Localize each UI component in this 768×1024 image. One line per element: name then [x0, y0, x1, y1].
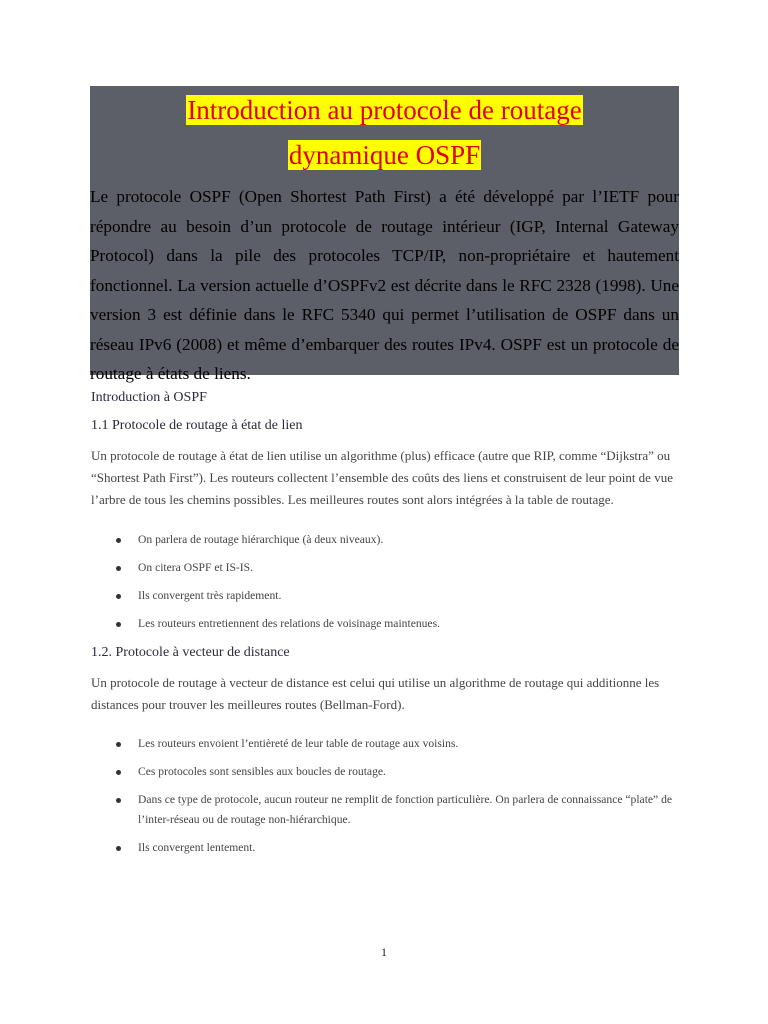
- heading-1-1: 1.1 Protocole de routage à état de lien: [91, 418, 303, 433]
- paragraph-1-2: Un protocole de routage à vecteur de distance est celui qui utilise un algorithme de routage qui additionne les distances pour trouver les meilleures routes (Bellman-Ford).: [91, 675, 660, 712]
- intro-paragraph: [90, 182, 679, 389]
- bullet-icon: [116, 798, 121, 803]
- document-body: [91, 384, 676, 866]
- intro-text: Le protocole OSPF (Open Shortest Path First) a été développé par l’IETF pour répondre au besoin d’un protocole de routage intérieur (IGP, Internal Gateway Protocol) dans la pile des protocoles TCP/IP, non-propriétaire et hautement fonctionnel. La version actuelle d’OSPFv2 est décrite dans le RFC 2328 (1998). Une version 3 est définie dans le RFC 5340 qui permet l’utilisation de OSPF dans un réseau IPv6 (2008) et même d’embarquer des routes IPv4. OSPF est un protocole de routage à états de liens.: [90, 187, 679, 383]
- list-item-text: Ils convergent lentement.: [138, 841, 256, 854]
- list-item-text: Dans ce type de protocole, aucun routeur ne remplit de fonction particulière. On parlera de connaissance “plate” de l’inter-réseau ou de routage non-hiérarchique.: [138, 793, 673, 826]
- paragraph-1-1: Un protocole de routage à état de lien utilise un algorithme (plus) efficace (autre que RIP, comme “Dijkstra” ou “Shortest Path First”). Les routeurs collectent l’ensemble des coûts des liens et construisent de leur point de vue l’arbre de tous les chemins possibles. Les meilleures routes sont alors intégrées à la table de routage.: [91, 448, 673, 507]
- bullet-icon: [116, 742, 121, 747]
- list-item-text: Ces protocoles sont sensibles aux boucles de routage.: [138, 765, 386, 778]
- bullet-icon: [116, 770, 121, 775]
- list-item-text: On citera OSPF et IS-IS.: [138, 561, 253, 574]
- heading-1-2: 1.2. Protocole à vecteur de distance: [91, 645, 290, 660]
- list-item-text: Les routeurs envoient l’entièreté de leur table de routage aux voisins.: [138, 737, 459, 750]
- heading-introduction: Introduction à OSPF: [91, 390, 207, 405]
- list-item: [91, 530, 676, 550]
- bullet-list-1-1: [91, 530, 676, 634]
- bullet-icon: [116, 622, 121, 627]
- header-box: [90, 86, 679, 383]
- list-item: [91, 762, 676, 782]
- page-number: 1: [381, 945, 387, 959]
- title-line-1: [90, 90, 679, 130]
- list-item-text: Ils convergent très rapidement.: [138, 589, 282, 602]
- title-text-2: dynamique OSPF: [288, 140, 481, 170]
- bullet-icon: [116, 846, 121, 851]
- title-text-1: Introduction au protocole de routage: [187, 95, 582, 125]
- bullet-list-1-2: [91, 734, 676, 858]
- list-item: [91, 838, 676, 858]
- list-item: [91, 558, 676, 578]
- bullet-icon: [116, 538, 121, 543]
- list-item-text: On parlera de routage hiérarchique (à deux niveaux).: [138, 533, 384, 546]
- list-item: [91, 790, 676, 830]
- list-item: [91, 586, 676, 606]
- list-item: [91, 614, 676, 634]
- bullet-icon: [116, 566, 121, 571]
- title-line-2: [90, 135, 679, 175]
- list-item: [91, 734, 676, 754]
- bullet-icon: [116, 594, 121, 599]
- list-item-text: Les routeurs entretiennent des relations de voisinage maintenues.: [138, 617, 440, 630]
